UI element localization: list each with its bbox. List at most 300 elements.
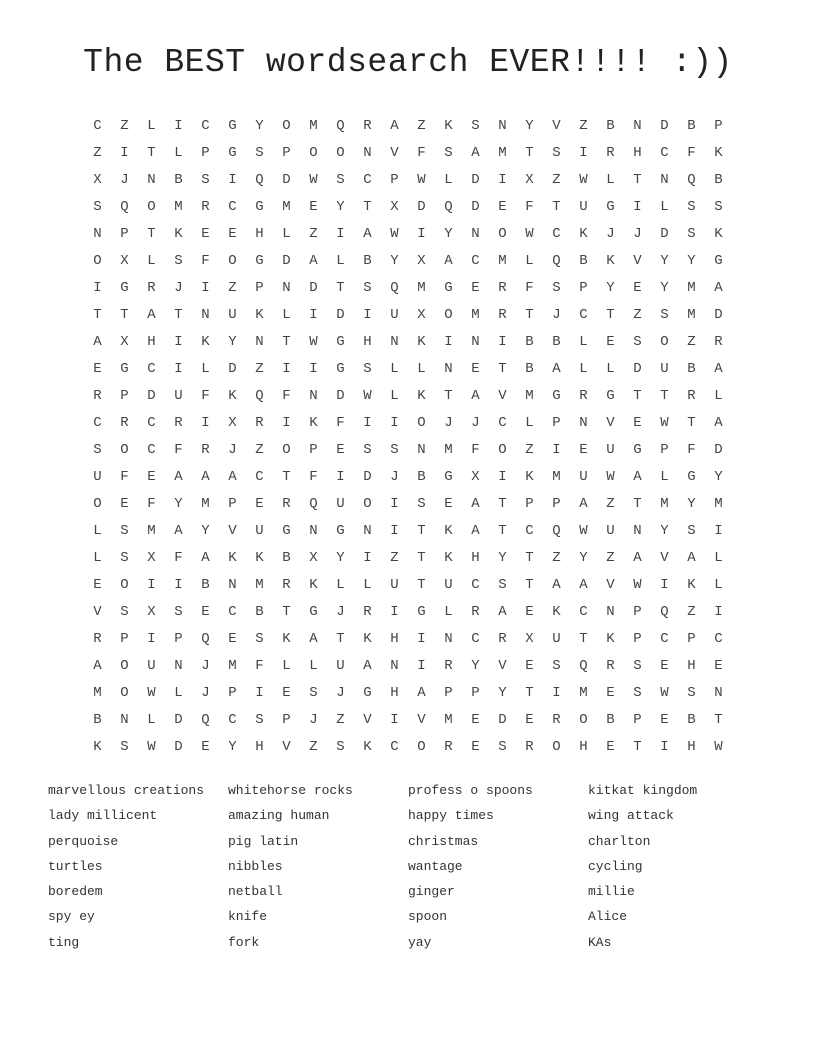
- grid-letter: S: [633, 658, 642, 674]
- word-list-item: cycling: [588, 858, 643, 874]
- grid-letter: P: [120, 226, 129, 242]
- grid-letter: F: [309, 469, 318, 485]
- page-title: The BEST wordsearch EVER!!!! :)): [83, 44, 733, 81]
- grid-letter: A: [309, 631, 318, 647]
- word-list-item: fork: [228, 934, 260, 950]
- grid-letter: A: [390, 118, 399, 134]
- grid-letter: G: [120, 361, 129, 377]
- grid-letter: N: [255, 334, 264, 350]
- grid-letter: I: [309, 361, 318, 377]
- grid-letter: S: [687, 523, 696, 539]
- grid-letter: Y: [660, 280, 669, 296]
- grid-letter: R: [255, 415, 264, 431]
- grid-letter: L: [309, 658, 318, 674]
- grid-letter: K: [228, 388, 237, 404]
- grid-letter: O: [228, 253, 237, 269]
- grid-letter: N: [660, 172, 669, 188]
- grid-letter: E: [606, 334, 615, 350]
- grid-letter: R: [471, 604, 480, 620]
- grid-letter: F: [174, 550, 183, 566]
- grid-letter: M: [498, 145, 507, 161]
- grid-letter: B: [282, 550, 291, 566]
- grid-letter: H: [390, 685, 399, 701]
- grid-letter: C: [579, 307, 588, 323]
- word-list: [48, 778, 788, 955]
- grid-letter: I: [390, 496, 399, 512]
- grid-letter: T: [633, 496, 642, 512]
- grid-letter: Y: [687, 253, 696, 269]
- grid-letter: A: [363, 658, 372, 674]
- grid-letter: E: [93, 361, 102, 377]
- grid-letter: K: [282, 631, 291, 647]
- grid-letter: K: [444, 523, 453, 539]
- grid-letter: T: [525, 685, 534, 701]
- grid-letter: E: [579, 442, 588, 458]
- grid-letter: T: [174, 307, 183, 323]
- grid-letter: V: [363, 712, 372, 728]
- grid-letter: F: [120, 469, 129, 485]
- grid-letter: L: [444, 172, 453, 188]
- grid-letter: G: [336, 523, 345, 539]
- grid-letter: K: [417, 334, 426, 350]
- grid-letter: H: [363, 334, 372, 350]
- grid-letter: N: [363, 523, 372, 539]
- grid-letter: J: [390, 469, 399, 485]
- grid-letter: C: [498, 415, 507, 431]
- grid-letter: S: [633, 334, 642, 350]
- grid-letter: A: [498, 604, 507, 620]
- grid-letter: A: [579, 577, 588, 593]
- grid-row: [84, 302, 732, 329]
- grid-letter: K: [579, 226, 588, 242]
- grid-letter: M: [660, 496, 669, 512]
- grid-letter: D: [417, 199, 426, 215]
- grid-letter: E: [498, 199, 507, 215]
- grid-letter: I: [498, 334, 507, 350]
- grid-letter: M: [687, 280, 696, 296]
- grid-letter: M: [579, 685, 588, 701]
- grid-letter: P: [174, 631, 183, 647]
- grid-letter: O: [417, 415, 426, 431]
- grid-letter: S: [363, 442, 372, 458]
- grid-letter: B: [579, 253, 588, 269]
- grid-letter: K: [93, 739, 102, 755]
- grid-letter: C: [579, 604, 588, 620]
- grid-letter: N: [363, 145, 372, 161]
- grid-letter: A: [552, 361, 561, 377]
- grid-letter: C: [660, 631, 669, 647]
- grid-letter: P: [633, 712, 642, 728]
- grid-letter: J: [633, 226, 642, 242]
- grid-letter: Q: [120, 199, 129, 215]
- grid-letter: L: [390, 361, 399, 377]
- grid-letter: J: [201, 658, 210, 674]
- grid-letter: D: [147, 388, 156, 404]
- grid-letter: M: [174, 199, 183, 215]
- grid-letter: U: [579, 469, 588, 485]
- grid-letter: O: [282, 442, 291, 458]
- grid-letter: P: [201, 145, 210, 161]
- grid-letter: L: [147, 253, 156, 269]
- grid-letter: Z: [687, 604, 696, 620]
- grid-letter: C: [552, 226, 561, 242]
- grid-letter: Y: [498, 550, 507, 566]
- grid-letter: E: [444, 496, 453, 512]
- word-list-item: whitehorse rocks: [228, 783, 353, 798]
- grid-letter: T: [687, 415, 696, 431]
- grid-letter: M: [687, 307, 696, 323]
- grid-letter: E: [660, 712, 669, 728]
- grid-letter: V: [660, 550, 669, 566]
- grid-letter: M: [552, 469, 561, 485]
- grid-letter: K: [309, 415, 318, 431]
- grid-letter: B: [174, 172, 183, 188]
- grid-letter: L: [660, 199, 669, 215]
- grid-letter: L: [282, 307, 291, 323]
- word-list-item: marvellous creations: [48, 783, 205, 798]
- grid-letter: M: [498, 253, 507, 269]
- grid-letter: I: [363, 307, 372, 323]
- grid-letter: N: [309, 523, 318, 539]
- grid-letter: P: [282, 712, 291, 728]
- grid-letter: F: [282, 388, 291, 404]
- grid-letter: J: [606, 226, 615, 242]
- grid-letter: O: [579, 712, 588, 728]
- grid-letter: E: [525, 604, 534, 620]
- grid-letter: S: [471, 118, 480, 134]
- grid-letter: I: [255, 685, 264, 701]
- grid-letter: P: [525, 496, 534, 512]
- grid-letter: Y: [390, 253, 399, 269]
- grid-letter: N: [120, 712, 129, 728]
- grid-letter: D: [336, 307, 345, 323]
- grid-letter: G: [606, 199, 615, 215]
- grid-letter: W: [363, 388, 372, 404]
- grid-row: [84, 221, 732, 248]
- grid-letter: X: [147, 604, 156, 620]
- grid-letter: U: [660, 361, 669, 377]
- grid-letter: A: [471, 145, 480, 161]
- grid-letter: B: [525, 361, 534, 377]
- grid-letter: O: [147, 199, 156, 215]
- grid-letter: F: [471, 442, 480, 458]
- grid-letter: E: [282, 685, 291, 701]
- grid-letter: R: [498, 280, 507, 296]
- grid-letter: X: [417, 253, 426, 269]
- grid-letter: V: [390, 145, 399, 161]
- word-list-item: nibbles: [228, 858, 283, 874]
- grid-letter: O: [444, 307, 453, 323]
- word-list-item: christmas: [408, 833, 479, 849]
- grid-letter: B: [552, 334, 561, 350]
- word-list-item: turtles: [48, 858, 103, 874]
- grid-letter: T: [444, 388, 453, 404]
- grid-letter: E: [336, 442, 345, 458]
- grid-letter: I: [336, 226, 345, 242]
- grid-letter: A: [93, 658, 102, 674]
- grid-letter: Y: [498, 685, 507, 701]
- grid-letter: X: [390, 199, 399, 215]
- word-list-item: wantage: [408, 858, 463, 874]
- grid-letter: P: [120, 631, 129, 647]
- grid-row: [84, 113, 732, 140]
- grid-letter: R: [201, 199, 210, 215]
- grid-letter: V: [93, 604, 102, 620]
- grid-letter: K: [714, 145, 723, 161]
- grid-letter: T: [498, 496, 507, 512]
- grid-letter: U: [93, 469, 102, 485]
- grid-letter: Z: [309, 739, 318, 755]
- grid-letter: W: [579, 172, 588, 188]
- grid-letter: S: [120, 550, 129, 566]
- grid-letter: G: [309, 604, 318, 620]
- grid-letter: A: [687, 550, 696, 566]
- grid-letter: H: [687, 739, 696, 755]
- grid-letter: Y: [228, 739, 237, 755]
- grid-row: [84, 167, 732, 194]
- grid-letter: A: [228, 469, 237, 485]
- grid-letter: Q: [444, 199, 453, 215]
- grid-letter: B: [255, 604, 264, 620]
- grid-letter: E: [471, 361, 480, 377]
- grid-letter: U: [390, 307, 399, 323]
- grid-letter: R: [498, 307, 507, 323]
- grid-letter: X: [471, 469, 480, 485]
- grid-letter: I: [444, 334, 453, 350]
- grid-letter: V: [498, 658, 507, 674]
- grid-letter: R: [444, 739, 453, 755]
- grid-letter: C: [471, 253, 480, 269]
- grid-letter: Z: [120, 118, 129, 134]
- grid-letter: E: [471, 712, 480, 728]
- grid-letter: T: [525, 577, 534, 593]
- grid-letter: Q: [552, 523, 561, 539]
- grid-letter: S: [498, 577, 507, 593]
- grid-letter: Z: [228, 280, 237, 296]
- grid-letter: C: [390, 739, 399, 755]
- grid-letter: Z: [255, 442, 264, 458]
- grid-letter: Z: [552, 172, 561, 188]
- grid-letter: E: [93, 577, 102, 593]
- grid-letter: X: [93, 172, 102, 188]
- grid-row: [84, 734, 732, 761]
- grid-letter: A: [444, 253, 453, 269]
- grid-letter: I: [174, 334, 183, 350]
- grid-letter: P: [552, 415, 561, 431]
- grid-letter: G: [417, 604, 426, 620]
- grid-letter: Z: [390, 550, 399, 566]
- grid-row: [84, 410, 732, 437]
- grid-letter: G: [120, 280, 129, 296]
- grid-letter: U: [147, 658, 156, 674]
- grid-letter: A: [201, 469, 210, 485]
- grid-letter: K: [309, 577, 318, 593]
- grid-letter: W: [525, 226, 534, 242]
- grid-letter: Y: [660, 253, 669, 269]
- grid-letter: V: [606, 415, 615, 431]
- word-list-item: netball: [228, 884, 283, 900]
- grid-letter: B: [714, 172, 723, 188]
- grid-letter: J: [552, 307, 561, 323]
- grid-letter: B: [201, 577, 210, 593]
- grid-letter: X: [120, 334, 129, 350]
- word-list-item: kitkat kingdom: [588, 783, 698, 798]
- grid-letter: D: [282, 253, 291, 269]
- grid-letter: H: [147, 334, 156, 350]
- grid-letter: K: [687, 577, 696, 593]
- grid-letter: Z: [579, 118, 588, 134]
- grid-letter: J: [120, 172, 129, 188]
- grid-letter: W: [633, 577, 642, 593]
- grid-letter: P: [444, 685, 453, 701]
- grid-letter: O: [498, 226, 507, 242]
- grid-letter: G: [363, 685, 372, 701]
- grid-row: [84, 572, 732, 599]
- grid-letter: H: [390, 631, 399, 647]
- grid-letter: R: [579, 388, 588, 404]
- grid-letter: I: [174, 361, 183, 377]
- grid-letter: L: [336, 253, 345, 269]
- grid-letter: L: [417, 361, 426, 377]
- grid-letter: A: [471, 496, 480, 512]
- grid-letter: R: [498, 631, 507, 647]
- grid-letter: F: [687, 145, 696, 161]
- grid-letter: W: [714, 739, 723, 755]
- grid-letter: S: [714, 199, 723, 215]
- grid-letter: O: [336, 145, 345, 161]
- grid-letter: Y: [579, 550, 588, 566]
- grid-letter: Y: [606, 280, 615, 296]
- grid-letter: I: [390, 712, 399, 728]
- grid-letter: U: [228, 307, 237, 323]
- grid-letter: B: [606, 118, 615, 134]
- grid-letter: A: [471, 388, 480, 404]
- grid-letter: D: [498, 712, 507, 728]
- grid-letter: R: [147, 280, 156, 296]
- grid-letter: S: [336, 172, 345, 188]
- grid-letter: V: [498, 388, 507, 404]
- grid-letter: S: [120, 523, 129, 539]
- grid-letter: W: [390, 226, 399, 242]
- grid-letter: J: [309, 712, 318, 728]
- grid-letter: T: [147, 226, 156, 242]
- grid-letter: V: [282, 739, 291, 755]
- grid-letter: M: [525, 388, 534, 404]
- grid-letter: A: [714, 361, 723, 377]
- grid-letter: S: [174, 253, 183, 269]
- grid-letter: R: [444, 658, 453, 674]
- grid-letter: U: [390, 577, 399, 593]
- grid-letter: N: [201, 307, 210, 323]
- grid-letter: S: [552, 145, 561, 161]
- grid-letter: G: [255, 253, 264, 269]
- word-list-item: Alice: [588, 909, 628, 925]
- grid-letter: K: [417, 388, 426, 404]
- grid-letter: C: [228, 604, 237, 620]
- grid-letter: J: [228, 442, 237, 458]
- grid-letter: R: [714, 334, 723, 350]
- grid-row: [84, 383, 732, 410]
- grid-letter: N: [390, 658, 399, 674]
- grid-letter: T: [282, 604, 291, 620]
- grid-letter: I: [552, 442, 561, 458]
- grid-row: [84, 464, 732, 491]
- grid-letter: G: [714, 253, 723, 269]
- grid-letter: E: [525, 658, 534, 674]
- grid-letter: S: [687, 685, 696, 701]
- grid-letter: V: [606, 577, 615, 593]
- grid-letter: L: [201, 361, 210, 377]
- grid-letter: I: [201, 280, 210, 296]
- grid-letter: X: [228, 415, 237, 431]
- grid-letter: W: [417, 172, 426, 188]
- grid-letter: I: [417, 226, 426, 242]
- grid-letter: K: [714, 226, 723, 242]
- grid-letter: T: [633, 172, 642, 188]
- grid-letter: C: [471, 631, 480, 647]
- grid-letter: D: [714, 307, 723, 323]
- grid-letter: B: [417, 469, 426, 485]
- grid-letter: N: [282, 280, 291, 296]
- grid-letter: K: [228, 550, 237, 566]
- grid-letter: D: [633, 361, 642, 377]
- grid-letter: L: [174, 685, 183, 701]
- grid-letter: H: [255, 739, 264, 755]
- grid-letter: E: [606, 739, 615, 755]
- grid-letter: A: [417, 685, 426, 701]
- grid-letter: T: [525, 145, 534, 161]
- grid-letter: L: [147, 712, 156, 728]
- grid-letter: K: [606, 253, 615, 269]
- grid-letter: L: [606, 172, 615, 188]
- grid-letter: D: [309, 280, 318, 296]
- grid-letter: Y: [444, 226, 453, 242]
- grid-letter: I: [147, 631, 156, 647]
- grid-letter: L: [579, 334, 588, 350]
- grid-letter: P: [714, 118, 723, 134]
- grid-letter: Z: [633, 307, 642, 323]
- grid-letter: X: [525, 172, 534, 188]
- grid-letter: I: [714, 523, 723, 539]
- grid-letter: I: [660, 739, 669, 755]
- grid-letter: D: [228, 361, 237, 377]
- grid-letter: P: [309, 442, 318, 458]
- grid-letter: E: [714, 658, 723, 674]
- grid-letter: R: [552, 712, 561, 728]
- grid-letter: D: [471, 199, 480, 215]
- grid-letter: A: [633, 550, 642, 566]
- grid-letter: I: [174, 577, 183, 593]
- grid-letter: B: [363, 253, 372, 269]
- grid-letter: Y: [471, 658, 480, 674]
- word-list-item: ting: [48, 934, 80, 950]
- grid-letter: S: [417, 496, 426, 512]
- grid-letter: T: [525, 307, 534, 323]
- grid-letter: S: [255, 712, 264, 728]
- grid-letter: T: [633, 739, 642, 755]
- grid-letter: F: [525, 199, 534, 215]
- grid-letter: C: [660, 145, 669, 161]
- grid-letter: R: [93, 388, 102, 404]
- word-list-item: ginger: [408, 884, 455, 900]
- grid-letter: E: [309, 199, 318, 215]
- grid-letter: U: [336, 496, 345, 512]
- grid-letter: G: [444, 280, 453, 296]
- grid-letter: U: [606, 523, 615, 539]
- grid-row: [84, 599, 732, 626]
- grid-row: [84, 248, 732, 275]
- grid-letter: Y: [255, 118, 264, 134]
